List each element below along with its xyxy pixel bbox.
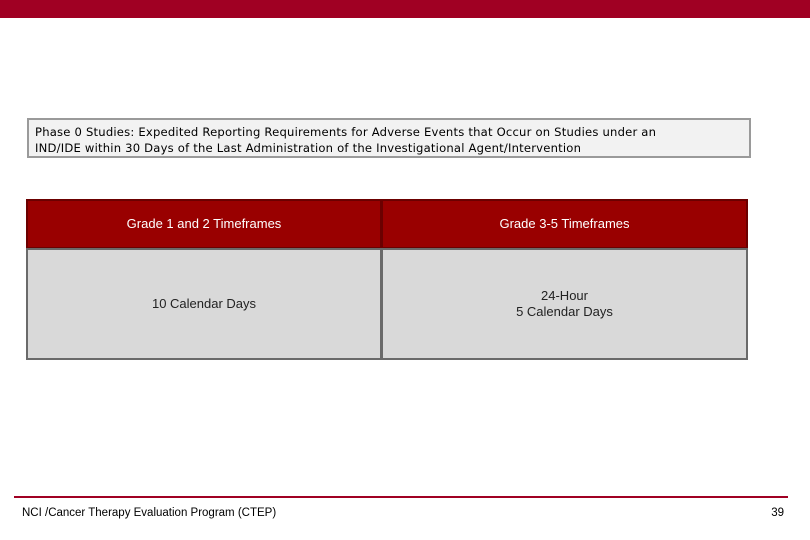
cell-text: 24-Hour (541, 288, 588, 303)
title-line-1: Phase 0 Studies: Expedited Reporting Requirements for Adverse Events that Occur on Studies under an (35, 125, 657, 139)
cell-text: 5 Calendar Days (516, 304, 613, 319)
page-number: 39 (771, 507, 784, 519)
slide-title-box (27, 118, 751, 158)
table-cell-grade-3-5-timeframe (381, 248, 748, 360)
table-cell-grade-1-2-timeframe (26, 248, 382, 360)
header-label: Grade 1 and 2 Timeframes (126, 216, 282, 231)
top-accent-bar (0, 0, 810, 18)
footer-organization: NCI /Cancer Therapy Evaluation Program (CTEP) (22, 507, 277, 519)
timeframes-table (26, 199, 748, 360)
footer-divider (14, 496, 788, 498)
cell-text: 10 Calendar Days (151, 296, 257, 311)
table-header-grade-3-5 (381, 199, 748, 249)
header-label: Grade 3-5 Timeframes (499, 216, 630, 231)
title-line-2: IND/IDE within 30 Days of the Last Administration of the Investigational Agent/Intervention (35, 141, 582, 155)
table-header-grade-1-2 (26, 199, 382, 249)
